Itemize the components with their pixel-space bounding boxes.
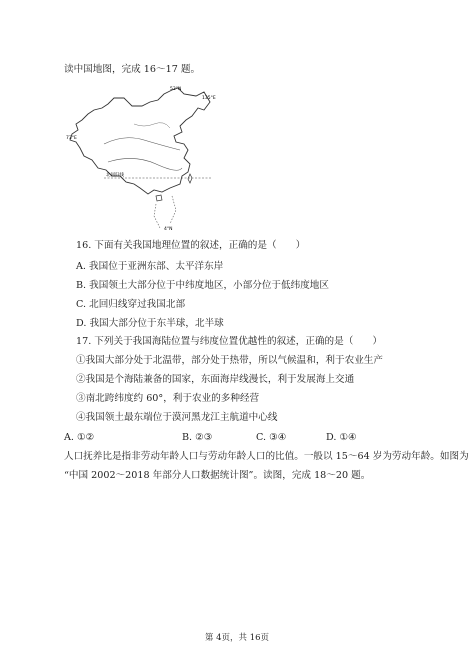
q16-option-b: B. 我国领土大部分位于中纬度地区，小部分位于低纬度地区 bbox=[76, 280, 329, 291]
intro-text: 读中国地图，完成 16～17 题。 bbox=[64, 64, 201, 75]
passage-line-2: “中国 2002～2018 年部分人口数据统计图”。读图，完成 18～20 题。 bbox=[64, 470, 371, 481]
q17-choice-d: D. ①④ bbox=[326, 432, 357, 443]
q17-stem: 17. 下列关于我国海陆位置与纬度位置优越性的叙述，正确的是（ ） bbox=[76, 336, 383, 347]
label-53n: 53°N bbox=[170, 87, 182, 92]
label-tropic: 北回归线 bbox=[106, 173, 124, 178]
q16-stem: 16. 下面有关我国地理位置的叙述，正确的是（ ） bbox=[76, 240, 306, 251]
q17-choice-c: C. ③④ bbox=[256, 432, 287, 443]
label-4n: 4°N bbox=[164, 227, 173, 232]
q17-statement-3: ③南北跨纬度约 60°，利于农业的多种经营 bbox=[76, 393, 260, 404]
q17-choices bbox=[64, 432, 364, 444]
q16-option-d: D. 我国大部分位于东半球，北半球 bbox=[76, 318, 224, 329]
q16-option-a: A. 我国位于亚洲东部、太平洋东岸 bbox=[76, 261, 224, 272]
passage-line-1: 人口抚养比是指非劳动年龄人口与劳动年龄人口的比值。一般以 15～64 岁为劳动年龄。如图为 bbox=[64, 451, 469, 462]
q17-statement-4: ④我国领土最东端位于漠河黑龙江主航道中心线 bbox=[76, 412, 278, 423]
label-73e: 73°E bbox=[66, 136, 77, 141]
page-footer: 第 4页，共 16页 bbox=[204, 633, 270, 643]
q17-choice-a: A. ①② bbox=[64, 432, 95, 443]
q17-choice-b: B. ②③ bbox=[182, 432, 213, 443]
q17-statement-2: ②我国是个海陆兼备的国家，东面海岸线漫长，利于发展海上交通 bbox=[76, 374, 355, 385]
label-135e: 135°E bbox=[202, 96, 216, 101]
q16-option-c: C. 北回归线穿过我国北部 bbox=[76, 299, 186, 310]
q17-statement-1: ①我国大部分处于北温带，部分处于热带，所以气候温和，利于农业生产 bbox=[76, 355, 383, 366]
china-map bbox=[64, 84, 214, 232]
